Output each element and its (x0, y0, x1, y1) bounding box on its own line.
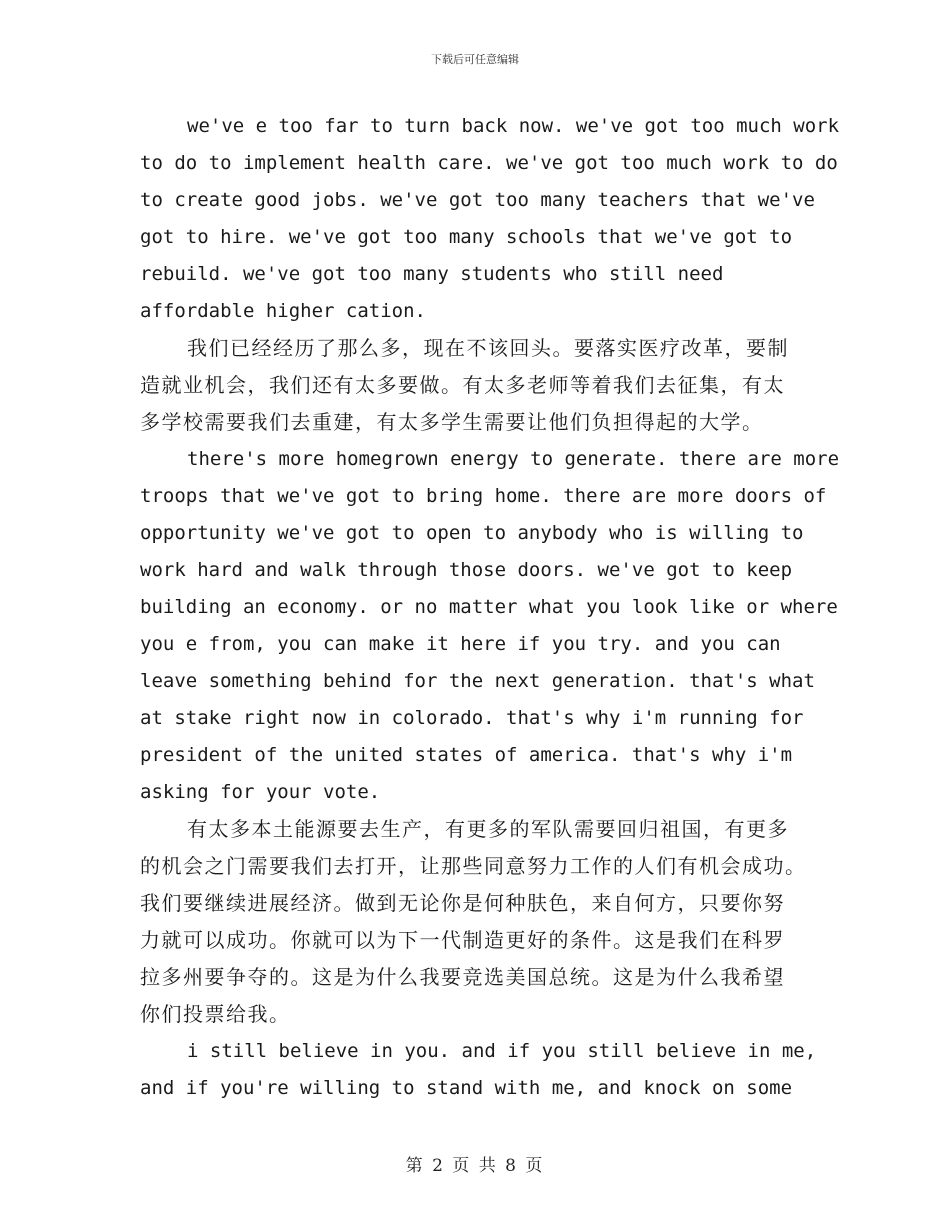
text-line: affordable higher cation. (140, 300, 426, 322)
text-line: 我们要继续进展经济。做到无论你是何种肤色，来自何方，只要你努 (140, 891, 785, 915)
text-line: 拉多州要争夺的。这是为什么我要竞选美国总统。这是为什么我希望 (140, 965, 785, 989)
paragraph-english-2 (140, 441, 840, 811)
text-line: 造就业机会，我们还有太多要做。有太多老师等着我们去征集，有太 (140, 373, 785, 397)
paragraph-chinese-1 (140, 330, 812, 441)
text-line: you e from, you can make it here if you try. and you can (140, 633, 781, 655)
text-line: to do to implement health care. we've got too much work to do (140, 152, 838, 174)
paragraph-english-3 (140, 1033, 817, 1107)
page-number-footer: 第 2 页 共 8 页 (405, 1156, 545, 1176)
text-line: rebuild. we've got too many students who still need (140, 263, 724, 285)
paragraph-chinese-2 (140, 811, 812, 1033)
text-line: opportunity we've got to open to anybody who is willing to (140, 522, 804, 544)
text-line: at stake right now in colorado. that's why i'm running for (140, 707, 804, 729)
text-line: building an economy. or no matter what you look like or where (140, 596, 838, 618)
text-line: got to hire. we've got too many schools that we've got to (140, 226, 793, 248)
text-line: 的机会之门需要我们去打开，让那些同意努力工作的人们有机会成功。 (140, 854, 807, 878)
text-line: to create good jobs. we've got too many teachers that we've (140, 189, 815, 211)
text-line: 有太多本土能源要去生产，有更多的军队需要回归祖国，有更多 (187, 817, 789, 841)
text-line: troops that we've got to bring home. there are more doors of (140, 485, 827, 507)
text-line: 力就可以成功。你就可以为下一代制造更好的条件。这是我们在科罗 (140, 928, 785, 952)
text-line: 我们已经经历了那么多，现在不该回头。要落实医疗改革，要制 (187, 336, 789, 360)
text-line: and if you're willing to stand with me, and knock on some (140, 1077, 793, 1099)
text-line: president of the united states of america. that's why i'm (140, 744, 793, 766)
text-line: 多学校需要我们去重建，有太多学生需要让他们负担得起的大学。 (140, 410, 764, 434)
text-line: asking for your vote. (140, 781, 381, 803)
text-line: there's more homegrown energy to generate. there are more (187, 448, 840, 470)
document-body (140, 108, 840, 1107)
text-line: leave something behind for the next generation. that's what (140, 670, 815, 692)
text-line: i still believe in you. and if you still believe in me, (187, 1040, 817, 1062)
paragraph-english-1 (140, 108, 840, 330)
page-header: 下载后可任意编辑 (431, 53, 519, 66)
text-line: we've e too far to turn back now. we've got too much work (187, 115, 840, 137)
text-line: 你们投票给我。 (140, 1002, 291, 1026)
text-line: work hard and walk through those doors. we've got to keep (140, 559, 793, 581)
